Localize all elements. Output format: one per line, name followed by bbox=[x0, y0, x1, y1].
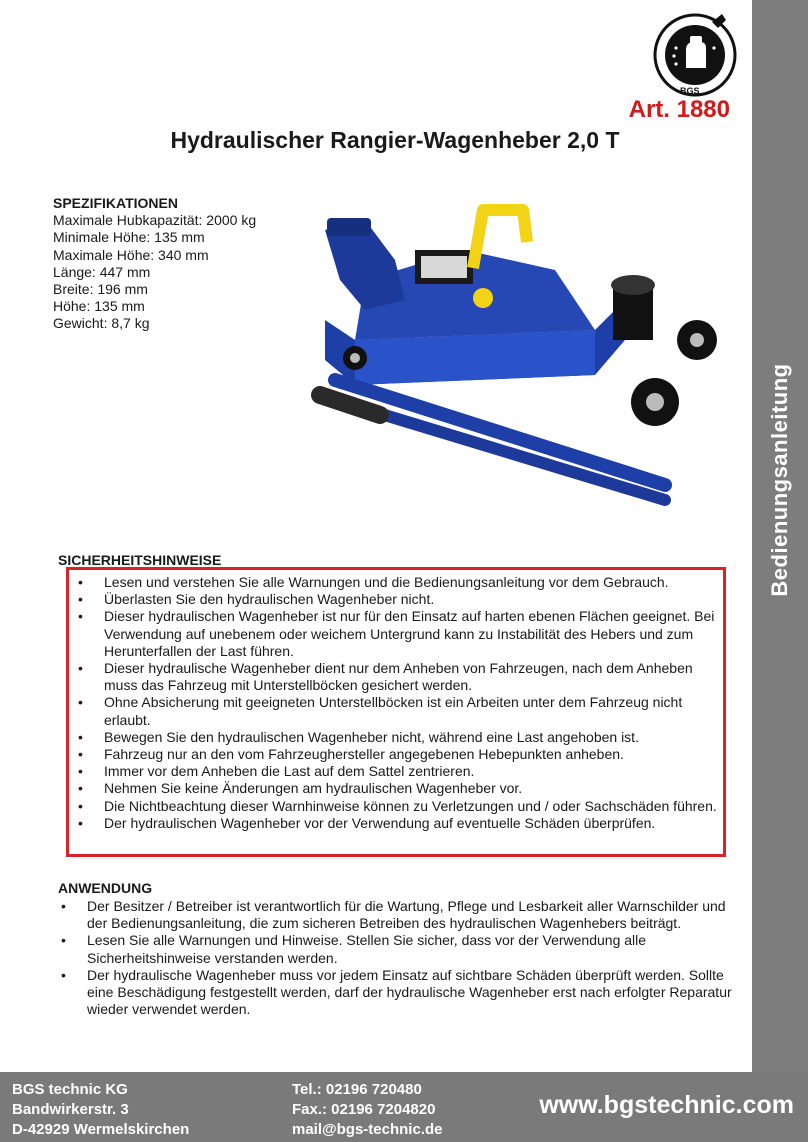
page-title: Hydraulischer Rangier-Wagenheber 2,0 T bbox=[170, 127, 620, 153]
list-item: • Lesen und verstehen Sie alle Warnungen und die Bedienungsanleitung vor dem Gebrauch. bbox=[104, 574, 726, 591]
spec-line: Minimale Höhe: 135 mm bbox=[53, 229, 205, 246]
list-item: • Der hydraulischen Wagenheber vor der Verwendung auf eventuelle Schäden überprüfen. bbox=[104, 815, 726, 832]
spec-line: Breite: 196 mm bbox=[53, 281, 148, 298]
spec-line: Länge: 447 mm bbox=[53, 263, 151, 280]
jack-product-image bbox=[295, 190, 735, 530]
bgs-logo bbox=[650, 10, 740, 100]
list-item: • Der hydraulische Wagenheber muss vor jedem Einsatz auf sichtbare Schäden überprüft werden. Sollte eine Beschädigung festgestellt werden, darf der hydraulische Wagenheber erst nach erfolgter Reparatur wieder verwendet werden. bbox=[87, 967, 737, 1019]
footer-fax: Fax.: 02196 7204820 bbox=[292, 1101, 436, 1118]
list-item: • Die Nichtbeachtung dieser Warnhinweise können zu Verletzungen und / oder Sachschäden führen. bbox=[104, 798, 726, 815]
spec-line: Maximale Höhe: 340 mm bbox=[53, 246, 209, 263]
list-item: • Dieser hydraulische Wagenheber dient nur dem Anheben von Fahrzeugen, nach dem Anheben muss das Fahrzeug mit Unterstellböcken gesichert werden. bbox=[104, 660, 726, 694]
usage-list bbox=[87, 898, 737, 1018]
usage-heading: ANWENDUNG bbox=[58, 880, 153, 896]
list-item: • Dieser hydraulischen Wagenheber ist nur für den Einsatz auf harten ebenen Flächen geeignet. Bei Verwendung auf unebenem oder weichem Untergrund kann zu Instabilität des Hebers und zum Herunterfallen der Last führen. bbox=[104, 608, 726, 660]
list-item: • Der Besitzer / Betreiber ist verantwortlich für die Wartung, Pflege und Lesbarkeit aller Warnschilder und der Bedienungsanleitung, die zum sicheren Betreiben des hydraulischen Wagenhebers beiträgt. bbox=[87, 898, 737, 932]
list-item: • Lesen Sie alle Warnungen und Hinweise. Stellen Sie sicher, dass vor der Verwendung alle Sicherheitshinweise verstanden werden. bbox=[87, 932, 737, 966]
list-item: • Ohne Absicherung mit geeigneten Unterstellböcken ist ein Arbeiten unter dem Fahrzeug nicht erlaubt. bbox=[104, 694, 726, 728]
list-item: • Überlasten Sie den hydraulischen Wagenheber nicht. bbox=[104, 591, 726, 608]
footer-company: BGS technic KG bbox=[12, 1081, 128, 1098]
footer-website-link[interactable]: www.bgstechnic.com bbox=[539, 1091, 794, 1119]
footer-phone: Tel.: 02196 720480 bbox=[292, 1081, 422, 1098]
specifications-heading: SPEZIFIKATIONEN bbox=[53, 195, 178, 211]
footer-city: D-42929 Wermelskirchen bbox=[12, 1121, 190, 1138]
footer-address bbox=[12, 1080, 189, 1140]
list-item: • Immer vor dem Anheben die Last auf dem Sattel zentrieren. bbox=[104, 763, 726, 780]
article-number: Art. 1880 bbox=[628, 96, 730, 123]
footer-street: Bandwirkerstr. 3 bbox=[12, 1101, 129, 1118]
spec-line: Gewicht: 8,7 kg bbox=[53, 315, 150, 332]
list-item: • Fahrzeug nur an den vom Fahrzeughersteller angegebenen Hebepunkten anheben. bbox=[104, 746, 726, 763]
specifications-block bbox=[53, 195, 256, 333]
svg-text:BGS: BGS bbox=[680, 86, 700, 96]
safety-list bbox=[104, 574, 726, 832]
spec-line: Maximale Hubkapazität: 2000 kg bbox=[53, 212, 257, 229]
footer bbox=[0, 1072, 808, 1142]
spec-line: Höhe: 135 mm bbox=[53, 298, 145, 315]
sidebar-label: Bedienungsanleitung bbox=[767, 363, 792, 597]
list-item: • Bewegen Sie den hydraulischen Wagenheber nicht, während eine Last angehoben ist. bbox=[104, 729, 726, 746]
footer-email[interactable]: mail@bgs-technic.de bbox=[292, 1121, 443, 1138]
list-item: • Nehmen Sie keine Änderungen am hydraulischen Wagenheber vor. bbox=[104, 780, 726, 797]
footer-contact bbox=[292, 1080, 443, 1140]
safety-heading: SICHERHEITSHINWEISE bbox=[58, 552, 222, 568]
